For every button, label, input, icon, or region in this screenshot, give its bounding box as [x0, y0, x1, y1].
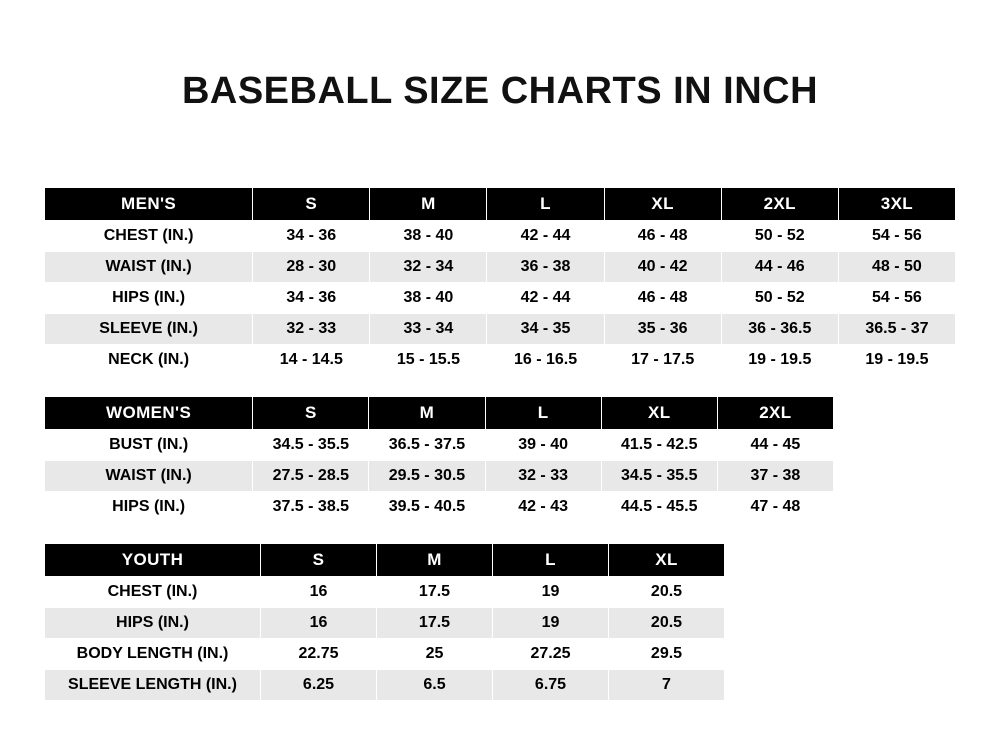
womens-size-table	[44, 396, 834, 523]
table-cell: 32 - 34	[370, 252, 487, 283]
table-row	[45, 252, 956, 283]
table-cell: 25	[377, 639, 493, 670]
row-label: NECK (IN.)	[45, 345, 253, 376]
table-cell: 37.5 - 38.5	[253, 492, 369, 523]
table-cell: 6.25	[261, 670, 377, 701]
table-cell: 36 - 36.5	[721, 314, 838, 345]
column-header: L	[485, 397, 601, 430]
column-header: M	[370, 188, 487, 221]
table-cell: 16 - 16.5	[487, 345, 604, 376]
table-cell: 7	[609, 670, 725, 701]
table-cell: 35 - 36	[604, 314, 721, 345]
table-cell: 36.5 - 37.5	[369, 430, 485, 461]
table-cell: 54 - 56	[838, 221, 955, 252]
table-cell: 50 - 52	[721, 221, 838, 252]
table-row	[45, 670, 725, 701]
table-cell: 34.5 - 35.5	[253, 430, 369, 461]
row-label: WAIST (IN.)	[45, 461, 253, 492]
table-cell: 15 - 15.5	[370, 345, 487, 376]
column-header: S	[261, 544, 377, 577]
row-label: HIPS (IN.)	[45, 283, 253, 314]
table-cell: 42 - 44	[487, 221, 604, 252]
page-title: BASEBALL SIZE CHARTS IN INCH	[181, 70, 819, 112]
table-cell: 33 - 34	[370, 314, 487, 345]
table-cell: 34 - 35	[487, 314, 604, 345]
table-cell: 44 - 46	[721, 252, 838, 283]
table-cell: 29.5	[609, 639, 725, 670]
table-row	[45, 639, 725, 670]
table-cell: 42 - 43	[485, 492, 601, 523]
table-cell: 44 - 45	[717, 430, 833, 461]
table-row	[45, 492, 834, 523]
table-row	[45, 221, 956, 252]
table-cell: 20.5	[609, 608, 725, 639]
row-label: HIPS (IN.)	[45, 492, 253, 523]
table-cell: 17 - 17.5	[604, 345, 721, 376]
table-cell: 48 - 50	[838, 252, 955, 283]
table-cell: 34 - 36	[253, 221, 370, 252]
table-cell: 28 - 30	[253, 252, 370, 283]
table-cell: 27.5 - 28.5	[253, 461, 369, 492]
table-header-row	[45, 544, 725, 577]
table-row	[45, 608, 725, 639]
column-header: 3XL	[838, 188, 955, 221]
column-header: 2XL	[717, 397, 833, 430]
table-cell: 47 - 48	[717, 492, 833, 523]
table-header-row	[45, 188, 956, 221]
mens-size-table	[44, 187, 956, 376]
column-header: MEN'S	[45, 188, 253, 221]
table-cell: 38 - 40	[370, 221, 487, 252]
table-header-row	[45, 397, 834, 430]
column-header: WOMEN'S	[45, 397, 253, 430]
table-cell: 37 - 38	[717, 461, 833, 492]
table-row	[45, 314, 956, 345]
table-row	[45, 283, 956, 314]
table-cell: 20.5	[609, 577, 725, 608]
row-label: SLEEVE (IN.)	[45, 314, 253, 345]
column-header: XL	[609, 544, 725, 577]
table-cell: 6.5	[377, 670, 493, 701]
table-cell: 40 - 42	[604, 252, 721, 283]
table-row	[45, 461, 834, 492]
table-cell: 16	[261, 608, 377, 639]
table-cell: 19 - 19.5	[838, 345, 955, 376]
table-cell: 14 - 14.5	[253, 345, 370, 376]
column-header: YOUTH	[45, 544, 261, 577]
table-cell: 36 - 38	[487, 252, 604, 283]
row-label: CHEST (IN.)	[45, 221, 253, 252]
column-header: 2XL	[721, 188, 838, 221]
table-cell: 46 - 48	[604, 221, 721, 252]
column-header: M	[377, 544, 493, 577]
column-header: L	[493, 544, 609, 577]
row-label: CHEST (IN.)	[45, 577, 261, 608]
table-cell: 16	[261, 577, 377, 608]
table-cell: 29.5 - 30.5	[369, 461, 485, 492]
row-label: WAIST (IN.)	[45, 252, 253, 283]
table-cell: 19 - 19.5	[721, 345, 838, 376]
table-cell: 36.5 - 37	[838, 314, 955, 345]
table-cell: 46 - 48	[604, 283, 721, 314]
table-cell: 34.5 - 35.5	[601, 461, 717, 492]
column-header: XL	[604, 188, 721, 221]
table-cell: 32 - 33	[485, 461, 601, 492]
row-label: BUST (IN.)	[45, 430, 253, 461]
table-cell: 27.25	[493, 639, 609, 670]
column-header: S	[253, 188, 370, 221]
column-header: S	[253, 397, 369, 430]
table-cell: 39.5 - 40.5	[369, 492, 485, 523]
table-row	[45, 430, 834, 461]
column-header: M	[369, 397, 485, 430]
table-cell: 50 - 52	[721, 283, 838, 314]
row-label: SLEEVE LENGTH (IN.)	[45, 670, 261, 701]
table-cell: 34 - 36	[253, 283, 370, 314]
table-cell: 19	[493, 577, 609, 608]
row-label: HIPS (IN.)	[45, 608, 261, 639]
table-cell: 17.5	[377, 608, 493, 639]
table-row	[45, 577, 725, 608]
table-cell: 22.75	[261, 639, 377, 670]
table-cell: 19	[493, 608, 609, 639]
table-cell: 38 - 40	[370, 283, 487, 314]
table-cell: 6.75	[493, 670, 609, 701]
youth-size-table	[44, 543, 725, 701]
column-header: XL	[601, 397, 717, 430]
table-cell: 39 - 40	[485, 430, 601, 461]
table-cell: 44.5 - 45.5	[601, 492, 717, 523]
column-header: L	[487, 188, 604, 221]
row-label: BODY LENGTH (IN.)	[45, 639, 261, 670]
table-cell: 41.5 - 42.5	[601, 430, 717, 461]
table-row	[45, 345, 956, 376]
table-cell: 32 - 33	[253, 314, 370, 345]
table-cell: 42 - 44	[487, 283, 604, 314]
table-cell: 54 - 56	[838, 283, 955, 314]
table-cell: 17.5	[377, 577, 493, 608]
